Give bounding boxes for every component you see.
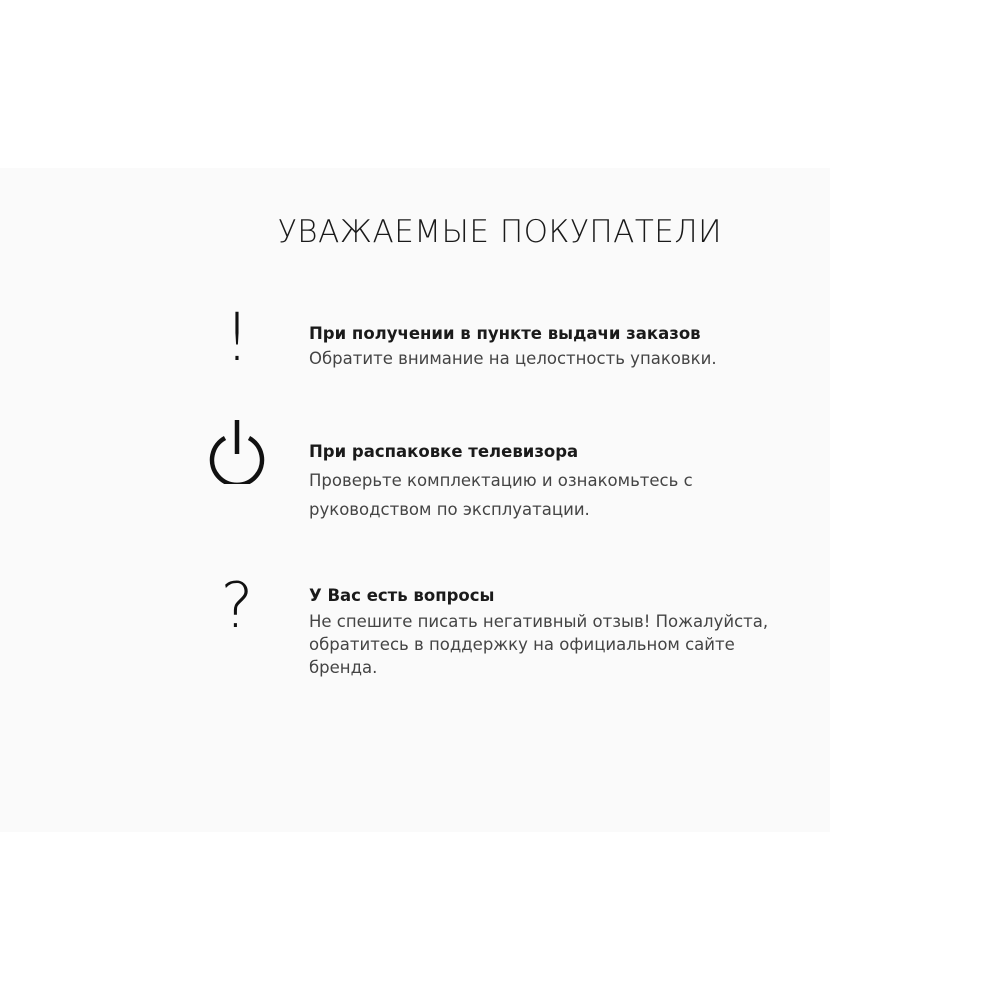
exclamation-glyph: ! [223,299,251,376]
power-icon-svg [207,420,267,484]
info-heading: У Вас есть вопросы [309,586,495,605]
info-body-line: Не спешите писать негативный отзыв! Пожалуйста, [309,612,769,631]
page-title: УВАЖАЕМЫЕ ПОКУПАТЕЛИ [277,214,723,250]
info-text-pickup [309,324,789,372]
info-body-line: Проверьте комплектацию и ознакомьтесь с [309,471,693,490]
info-body [309,466,789,524]
info-text-questions [309,586,789,679]
exclamation-icon [205,299,269,376]
info-body-line: Обратите внимание на целостность упаковки. [309,349,717,368]
question-glyph: ? [220,569,254,642]
info-body [309,346,789,372]
info-body-line: руководством по эксплуатации. [309,500,590,519]
info-heading: При распаковке телевизора [309,442,579,461]
power-icon [205,420,269,484]
info-heading: При получении в пункте выдачи заказов [309,324,701,343]
question-icon [205,569,269,642]
info-text-unpacking [309,442,789,524]
info-body-line: бренда. [309,658,378,677]
info-body-line: обратитесь в поддержку на официальном сайте [309,635,735,654]
info-body [309,610,789,679]
